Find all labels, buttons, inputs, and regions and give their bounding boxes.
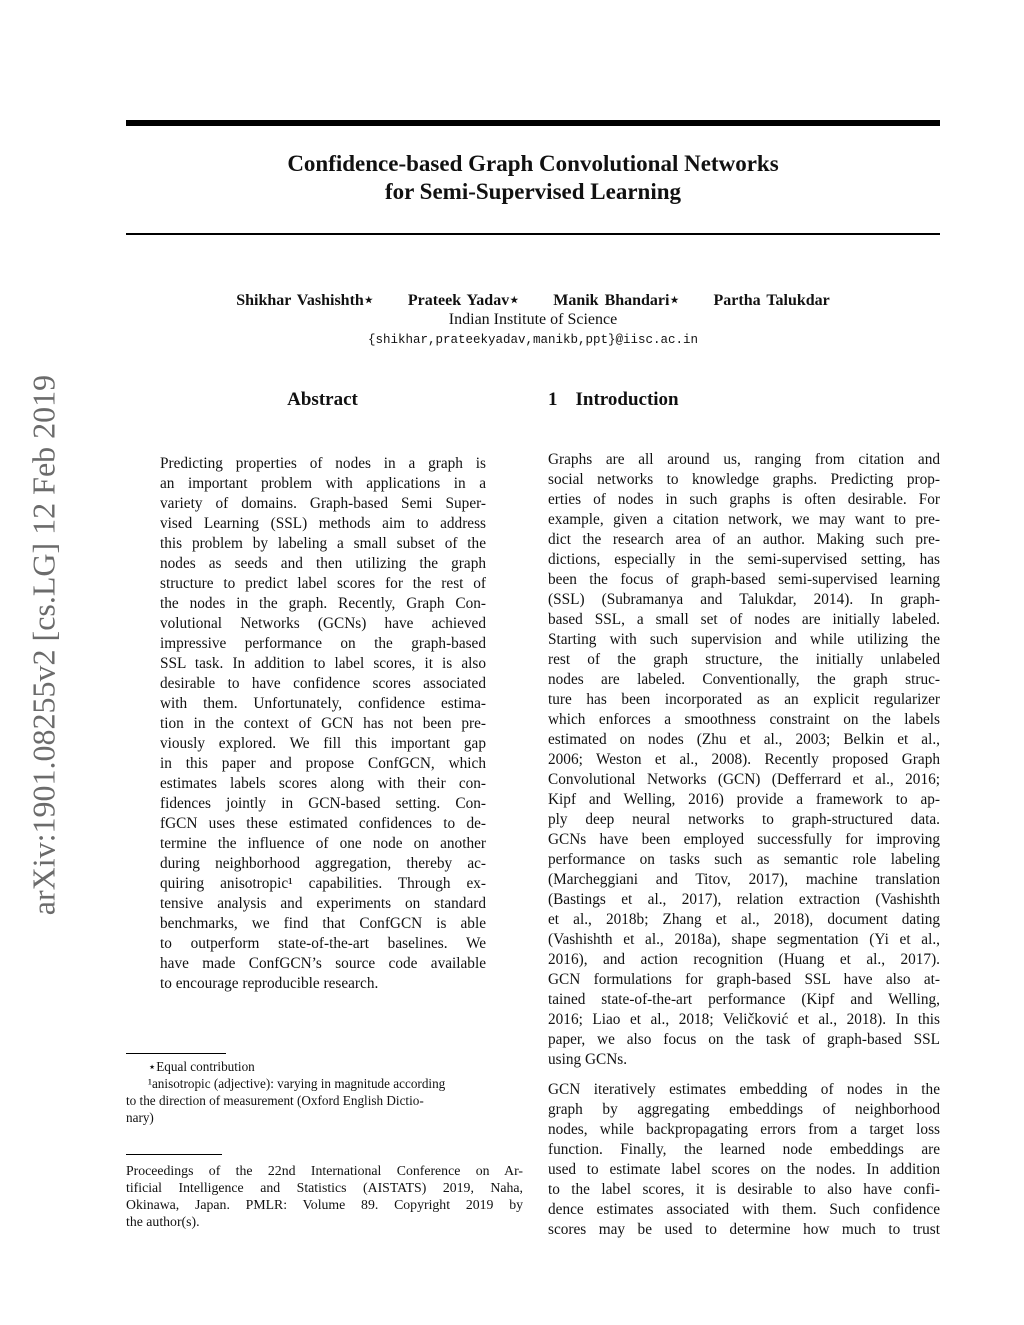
footnote-anisotropic-1: ¹anisotropic (adjective): varying in magnitude according [148, 1076, 446, 1091]
text-line: tion in the context of GCN has not been pre- [160, 715, 486, 732]
text-line: function. Finally, the learned node embeddings are [548, 1141, 940, 1158]
proceedings-line-2: tificial Intelligence and Statistics (AISTATS) 2019, Naha, [126, 1180, 523, 1195]
footnote-anisotropic-2: to the direction of measurement (Oxford English Dictio- [126, 1093, 424, 1108]
text-line: quiring anisotropic¹ capabilities. Through ex- [160, 875, 486, 892]
text-line: with them. Unfortunately, confidence estima- [160, 695, 486, 712]
text-line: have made ConfGCN’s source code available [160, 955, 486, 972]
text-line: to outperform state-of-the-art baselines. We [160, 935, 486, 952]
text-line: volutional Networks (GCNs) have achieved [160, 615, 486, 632]
text-line: estimates labels scores along with their con- [160, 775, 486, 792]
text-line: dict the research area of an author. Making such pre- [548, 531, 940, 548]
footnote-equal-contribution: ⋆Equal contribution [148, 1059, 255, 1074]
text-line: (Marcheggiani and Titov, 2017), machine translation [548, 871, 940, 888]
text-line: during neighborhood aggregation, thereby ac- [160, 855, 486, 872]
section-number: 1 [548, 389, 558, 410]
author-2: Prateek Yadav⋆ [407, 292, 520, 309]
text-line: based SSL, a small set of nodes are initially labeled. [548, 611, 940, 628]
text-line: (SSL) (Subramanya and Talukdar, 2014). In graph- [548, 591, 940, 608]
text-line: 2016), and action recognition (Huang et al., 2017). [548, 951, 940, 968]
text-line: erties of nodes in such graphs is often desirable. For [548, 491, 940, 508]
author-4: Partha Talukdar [713, 292, 830, 309]
text-line: graph by aggregating embeddings of neighborhood [548, 1101, 940, 1118]
text-line: which enforces a smoothness constraint on the labels [548, 711, 940, 728]
affiliation: Indian Institute of Science [448, 311, 618, 328]
text-line: ture has been incorporated as an explicit regularizer [548, 691, 940, 708]
text-line: scores may be used to determine how much to trust [548, 1221, 940, 1238]
text-line: Kipf and Welling, 2016) provide a framework to ap- [548, 791, 940, 808]
text-line: SSL task. In addition to label scores, it is also [160, 655, 486, 672]
text-line: ply deep neural networks to graph-structured data. [548, 811, 940, 828]
text-line: viously explored. We fill this important gap [160, 735, 486, 752]
text-line: termine the influence of one node on another [160, 835, 486, 852]
arxiv-stamp-text: arXiv:1901.08255v2 [cs.LG] 12 Feb 2019 [25, 374, 62, 916]
title-top-rule [126, 120, 940, 126]
text-line: using GCNs. [548, 1051, 628, 1068]
text-line: used to estimate label scores on the nodes. In addition [548, 1161, 940, 1178]
text-line: Starting with such supervision and while utilizing the [548, 631, 940, 648]
intro-paragraph-1 [548, 450, 940, 1070]
text-line: desirable to have confidence scores associated [160, 675, 486, 692]
proceedings-line-1: Proceedings of the 22nd International Conference on Ar- [126, 1163, 523, 1178]
text-line: fidences jointly in GCN-based setting. Con- [160, 795, 486, 812]
text-line: vised Learning (SSL) methods aim to address [160, 515, 486, 532]
text-line: variety of domains. Graph-based Semi Super- [160, 495, 486, 512]
footnote-anisotropic-3: nary) [126, 1110, 154, 1125]
text-line: (Vashishth et al., 2018a), shape segmentation (Yi et al., [548, 931, 940, 948]
text-line: tensive analysis and experiments on standard [160, 895, 486, 912]
text-line: to the label scores, it is desirable to also have confi- [548, 1181, 940, 1198]
intro-paragraph-2 [548, 1080, 940, 1240]
proceedings-note [126, 1162, 523, 1230]
text-line: estimated on nodes (Zhu et al., 2003; Belkin et al., [548, 731, 940, 748]
text-line: social networks to knowledge graphs. Predicting prop- [548, 471, 940, 488]
author-list [126, 290, 940, 310]
text-line: structure to predict label scores for the rest of [160, 575, 486, 592]
text-line: dence estimates associated with them. Such confidence [548, 1201, 940, 1218]
text-line: dictions, especially in the semi-supervised setting, has [548, 551, 940, 568]
paper-title [126, 150, 940, 206]
introduction-body [548, 450, 940, 1240]
text-line: an important problem with applications in a [160, 475, 486, 492]
text-line: Convolutional Networks (GCN) (Defferrard et al., 2016; [548, 771, 940, 788]
section-title: Introduction [575, 389, 679, 410]
text-line: example, given a citation network, we may want to pre- [548, 511, 940, 528]
title-line-2: for Semi-Supervised Learning [384, 179, 682, 204]
text-line: fGCN uses these estimated confidences to de- [160, 815, 486, 832]
proceedings-line-3: Okinawa, Japan. PMLR: Volume 89. Copyright 2019 by [126, 1197, 523, 1212]
text-line: (Bastings et al., 2017), relation extraction (Vashishth [548, 891, 940, 908]
text-line: nodes, while backpropagating errors from a target loss [548, 1121, 940, 1138]
text-line: GCN iteratively estimates embedding of nodes in the [548, 1081, 940, 1098]
text-line: Graphs are all around us, ranging from citation and [548, 451, 940, 468]
text-line: the nodes in the graph. Recently, Graph Con- [160, 595, 486, 612]
footnotes [126, 1058, 520, 1126]
footnote-rule [126, 1053, 226, 1054]
text-line: paper, we also focus on the task of graph-based SSL [548, 1031, 940, 1048]
text-line: 2006; Weston et al., 2008). Recently proposed Graph [548, 751, 940, 768]
text-line: been the focus of graph-based semi-supervised learning [548, 571, 940, 588]
title-bottom-rule [126, 233, 940, 235]
abstract-heading: Abstract [287, 389, 358, 410]
text-line: nodes as seeds and then utilizing the graph [160, 555, 486, 572]
text-line: Predicting properties of nodes in a graph is [160, 455, 486, 472]
text-line: tained state-of-the-art performance (Kipf and Welling, [548, 991, 940, 1008]
text-line: in this paper and propose ConfGCN, which [160, 755, 486, 772]
text-line: GCNs have been employed successfully for improving [548, 831, 940, 848]
text-line: this problem by labeling a small subset of the [160, 535, 486, 552]
text-line: rest of the graph structure, the initially unlabeled [548, 651, 940, 668]
text-line: 2016; Liao et al., 2018; Veličković et al., 2018). In this [548, 1011, 940, 1028]
text-line: to encourage reproducible research. [160, 975, 379, 992]
introduction-heading [548, 389, 679, 411]
author-1: Shikhar Vashishth⋆ [236, 292, 374, 309]
text-line: performance on tasks such as semantic role labeling [548, 851, 940, 868]
text-line: impressive performance on the graph-based [160, 635, 486, 652]
proceedings-rule [126, 1154, 222, 1155]
text-line: GCN formulations for graph-based SSL have also at- [548, 971, 940, 988]
author-3: Manik Bhandari⋆ [553, 292, 680, 309]
proceedings-line-4: the author(s). [126, 1214, 200, 1229]
abstract-body [160, 454, 486, 994]
author-emails: {shikhar,prateekyadav,manikb,ppt}@iisc.ac.in [367, 333, 699, 347]
text-line: et al., 2018b; Zhang et al., 2018), document dating [548, 911, 940, 928]
text-line: benchmarks, we find that ConfGCN is able [160, 915, 486, 932]
title-line-1: Confidence-based Graph Convolutional Networks [287, 151, 779, 176]
text-line: nodes are labeled. Conventionally, the graph struc- [548, 671, 940, 688]
